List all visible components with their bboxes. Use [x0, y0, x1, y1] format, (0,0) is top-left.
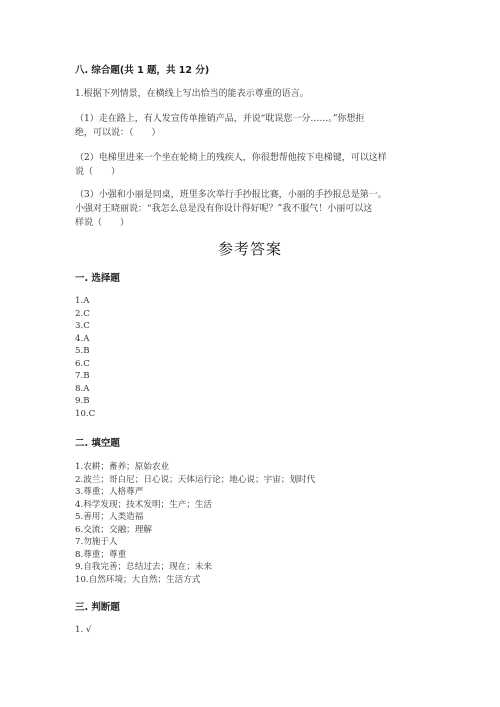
scenario-1-line-1: （1）走在路上，有人发宣传单推销产品，并说“耽误您一分……。”你想拒 — [75, 114, 365, 124]
choice-answer-6: 6.C — [75, 358, 90, 369]
choice-answer-2: 2.C — [75, 308, 90, 319]
scenario-3-line-2: 小强对王晓丽说：“我怎么总是没有你设计得好呢？”我不服气！小丽可以这 — [75, 204, 373, 214]
judge-answer-1: 1. √ — [75, 625, 92, 635]
fill-answer-10: 10.自然环境；大自然；生活方式 — [75, 574, 201, 585]
choice-answer-10: 10.C — [75, 408, 96, 419]
fill-answer-1: 1.农耕；畜养；原始农业 — [75, 462, 170, 472]
choice-answer-7: 7.B — [75, 371, 90, 381]
fill-answer-3: 3.尊重；人格尊严 — [75, 487, 144, 497]
section-heading-fill: 二. 填空题 — [75, 438, 120, 449]
choice-answer-9: 9.B — [75, 396, 90, 406]
answer-key-title: 参考答案 — [217, 240, 282, 258]
choice-answer-5: 5.B — [75, 346, 90, 356]
choice-answer-4: 4.A — [75, 333, 90, 344]
choice-answer-1: 1.A — [75, 296, 90, 306]
section-heading-choice: 一. 选择题 — [75, 273, 120, 284]
fill-answer-2: 2.波兰；哥白尼；日心说；天体运行论；地心说；宇宙；划时代 — [75, 474, 316, 485]
fill-answer-6: 6.交流；交融；理解 — [75, 524, 152, 535]
scenario-2-line-2: 说（ ） — [75, 167, 121, 177]
choice-answer-8: 8.A — [75, 383, 90, 394]
scenario-2-line-1: （2）电梯里进来一个坐在轮椅上的残疾人，你很想帮他按下电梯键，可以这样 — [75, 153, 387, 163]
scenario-3-line-1: （3）小强和小丽是同桌，班里多次举行手抄报比赛，小丽的手抄报总是第一。 — [75, 190, 387, 200]
fill-answer-5: 5.善用；人类造福 — [75, 512, 144, 522]
section-heading-comprehensive: 八. 综合题(共 1 题，共 12 分) — [75, 65, 210, 76]
fill-answer-4: 4.科学发现；技术发明；生产；生活 — [75, 499, 213, 510]
section-heading-judge: 三. 判断题 — [75, 602, 120, 613]
fill-answer-8: 8.尊重；尊重 — [75, 549, 127, 560]
fill-answer-7: 7.勿施于人 — [75, 537, 118, 547]
choice-answer-3: 3.C — [75, 321, 90, 331]
question-intro: 1.根据下列情景，在横线上写出恰当的能表示尊重的语言。 — [75, 89, 309, 99]
scenario-3-line-3: 样说（ ） — [75, 218, 130, 228]
fill-answer-9: 9.自我完善；总结过去；现在；未来 — [75, 562, 213, 572]
scenario-1-line-2: 绝，可以说：（ ） — [75, 128, 161, 138]
